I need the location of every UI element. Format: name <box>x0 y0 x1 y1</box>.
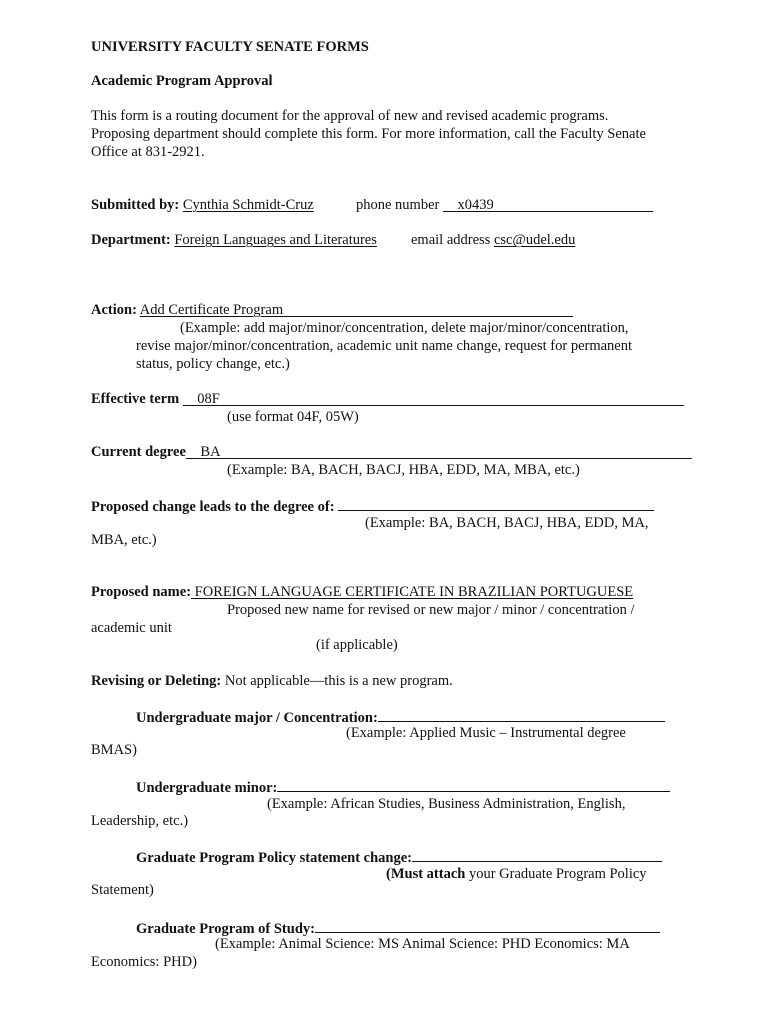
department-label: Department: <box>91 232 171 248</box>
intro-line: Proposing department should complete this form. For more information, call the Faculty Senate <box>91 126 646 142</box>
grad-study-field[interactable] <box>315 918 660 933</box>
submitted-by-label: Submitted by: <box>91 197 180 213</box>
proposed-name-hint: academic unit <box>91 620 172 636</box>
effective-term-row <box>91 390 684 408</box>
grad-policy-label: Graduate Program Policy statement change: <box>136 850 412 866</box>
current-degree-value[interactable]: BA <box>200 444 221 460</box>
effective-term-value[interactable]: 08F <box>197 391 220 407</box>
intro-line: This form is a routing document for the approval of new and revised academic programs. <box>91 108 609 124</box>
grad-policy-field[interactable] <box>412 847 662 862</box>
form-title: UNIVERSITY FACULTY SENATE FORMS <box>91 39 369 55</box>
grad-study-hint: (Example: Animal Science: MS Animal Science: PHD Economics: MA <box>215 936 630 952</box>
grad-policy-row <box>136 847 662 867</box>
phone-row <box>356 196 653 214</box>
ug-major-hint: (Example: Applied Music – Instrumental degree <box>346 725 626 741</box>
email-label: email address <box>411 232 491 248</box>
form-subtitle: Academic Program Approval <box>91 73 273 89</box>
proposed-name-row <box>91 583 633 601</box>
revising-row <box>91 672 453 690</box>
proposed-degree-row <box>91 496 654 516</box>
email-value[interactable]: csc@udel.edu <box>493 232 576 248</box>
current-degree-row <box>91 443 692 461</box>
ug-minor-hint: (Example: African Studies, Business Administration, English, <box>267 796 626 812</box>
proposed-name-hint: (if applicable) <box>316 637 398 653</box>
current-degree-label: Current degree <box>91 444 186 460</box>
grad-study-label: Graduate Program of Study: <box>136 921 315 937</box>
intro-line: Office at 831-2921. <box>91 144 205 160</box>
ug-minor-row <box>136 777 670 797</box>
grad-study-hint: Economics: PHD) <box>91 954 197 970</box>
effective-term-hint: (use format 04F, 05W) <box>227 409 359 425</box>
effective-term-label: Effective term <box>91 391 180 407</box>
action-value[interactable]: Add Certificate Program <box>139 302 284 318</box>
ug-minor-label: Undergraduate minor: <box>136 780 278 796</box>
ug-minor-hint: Leadership, etc.) <box>91 813 189 829</box>
proposed-degree-hint: (Example: BA, BACH, BACJ, HBA, EDD, MA, <box>365 515 649 531</box>
submitted-by-row <box>91 196 314 214</box>
proposed-degree-label: Proposed change leads to the degree of: <box>91 499 335 515</box>
action-hint: status, policy change, etc.) <box>136 356 290 372</box>
action-hint: (Example: add major/minor/concentration, delete major/minor/concentration, <box>180 320 629 336</box>
department-row <box>91 231 377 249</box>
submitted-by-value[interactable]: Cynthia Schmidt-Cruz <box>182 197 314 213</box>
ug-minor-field[interactable] <box>277 777 670 792</box>
ug-major-hint: BMAS) <box>91 742 137 758</box>
proposed-name-hint: Proposed new name for revised or new major / minor / concentration / <box>227 602 635 618</box>
ug-major-label: Undergraduate major / Concentration: <box>136 710 378 726</box>
current-degree-hint: (Example: BA, BACH, BACJ, HBA, EDD, MA, MBA, etc.) <box>227 462 580 478</box>
phone-label: phone number <box>356 197 440 213</box>
grad-policy-hint: Statement) <box>91 882 154 898</box>
email-row <box>411 231 575 249</box>
action-hint: revise major/minor/concentration, academic unit name change, request for permanent <box>136 338 633 354</box>
proposed-name-label: Proposed name: <box>91 584 192 600</box>
proposed-degree-hint: MBA, etc.) <box>91 532 157 548</box>
proposed-name-value[interactable]: FOREIGN LANGUAGE CERTIFICATE IN BRAZILIAN PORTUGUESE <box>194 584 634 600</box>
action-row <box>91 301 573 319</box>
proposed-degree-field[interactable] <box>338 496 654 511</box>
grad-policy-hint: (Must attach your Graduate Program Policy <box>386 866 647 882</box>
revising-label: Revising or Deleting: <box>91 673 222 689</box>
ug-major-field[interactable] <box>378 707 665 722</box>
revising-value: Not applicable—this is a new program. <box>224 673 453 689</box>
action-label: Action: <box>91 302 137 318</box>
department-value[interactable]: Foreign Languages and Literatures <box>174 232 377 248</box>
phone-value[interactable]: x0439 <box>457 197 494 213</box>
